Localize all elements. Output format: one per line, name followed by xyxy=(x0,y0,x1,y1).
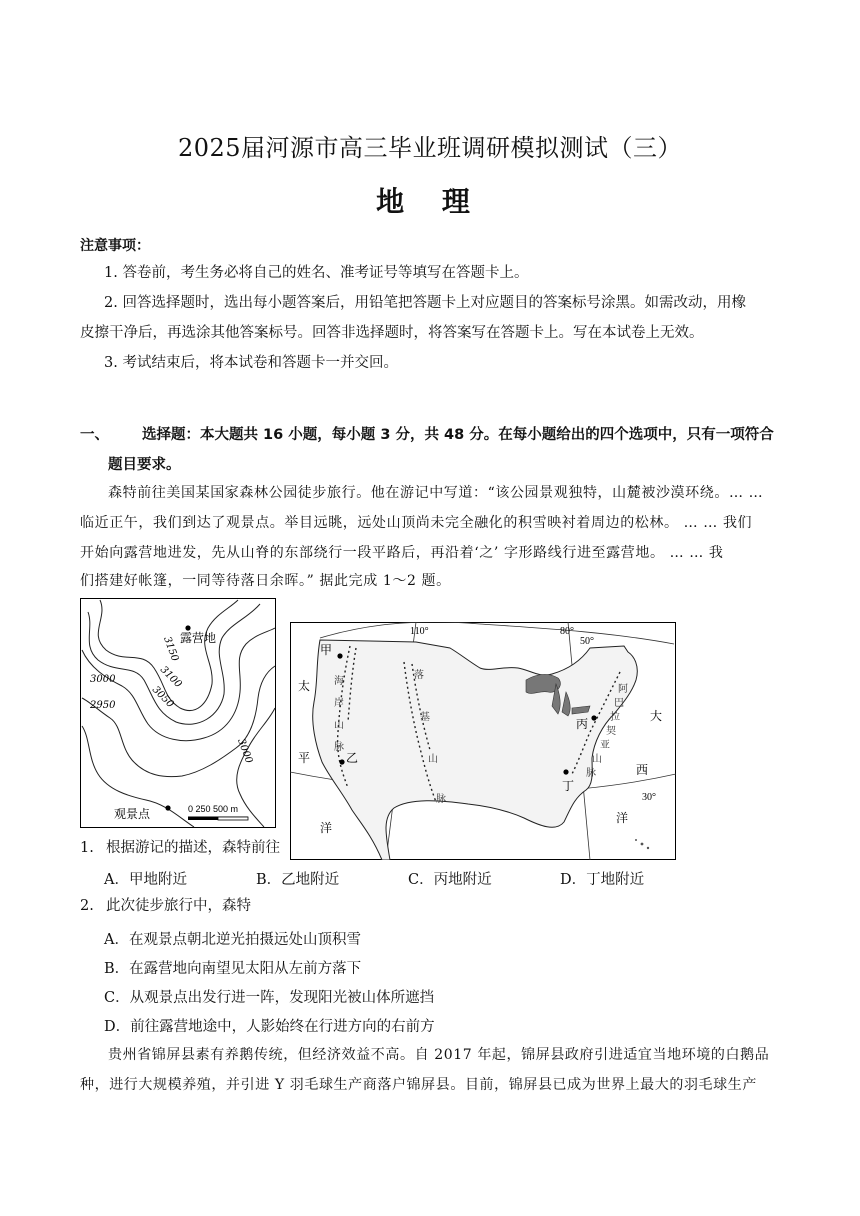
q2-option-d: D．前往露营地途中，人影始终在行进方向的右前方 xyxy=(104,1019,435,1035)
notice-item-2: 2. 回答选择题时，选出每小题答案后，用铅笔把答题卡上对应题目的答案标号涂黑。如需改动，用橡 xyxy=(104,295,746,311)
section-heading xyxy=(80,420,785,480)
q1-option-d: D．丁地附近 xyxy=(560,872,645,888)
question-1-number: 1. xyxy=(80,840,94,856)
lat-50-label: 50° xyxy=(580,636,594,647)
passage-1-line-4: 们搭建好帐篷，一同等待落日余晖。” 据此完成 1～2 题。 xyxy=(80,573,451,589)
contour-map xyxy=(80,598,276,828)
section-number: 一、 xyxy=(80,427,109,443)
coast-range-2: 岸 xyxy=(334,698,344,709)
contour-3000-a: 3000 xyxy=(90,674,116,685)
appalachian-5: 亚 xyxy=(600,740,610,751)
appalachian-3: 拉 xyxy=(610,712,620,723)
label-ding: 丁 xyxy=(562,779,575,793)
contour-2950: 2950 xyxy=(90,700,116,711)
passage-1-line-3: 开始向露营地进发，先从山脊的东部绕行一段平路后，再沿着‘之’ 字形路线行进至露营地。 … … 我 xyxy=(80,545,724,561)
contour-3000-b: 3000 xyxy=(235,737,255,765)
appalachian-4: 契 xyxy=(606,726,616,737)
lon-110-label: 110° xyxy=(410,626,429,637)
exam-title: 2025届河源市高三毕业班调研模拟测试（三） xyxy=(177,134,683,162)
notice-item-2-cont: 皮擦干净后，再选涂其他答案标号。回答非选择题时，将答案写在答题卡上。写在本试卷上无效。 xyxy=(80,325,704,341)
question-1 xyxy=(80,834,280,862)
q1-option-a: A．甲地附近 xyxy=(104,872,187,888)
passage-1-line-1: 森特前往美国某国家森林公园徒步旅行。他在游记中写道：“该公园景观独特，山麓被沙漠环绕。… … xyxy=(108,485,764,501)
contour-3100: 3100 xyxy=(157,664,184,691)
question-2 xyxy=(80,892,251,920)
appalachian-7: 脉 xyxy=(586,768,596,779)
question-1-options xyxy=(104,868,712,889)
q1-option-c: C．丙地附近 xyxy=(408,872,492,888)
passage-2-line-2: 种，进行大规模养殖，并引进 Y 羽毛球生产商落户锦屏县。目前，锦屏县已成为世界上最大的羽毛球生产 xyxy=(80,1077,757,1093)
rocky-3: 山 xyxy=(428,754,438,765)
us-map xyxy=(290,622,676,860)
label-bing: 丙 xyxy=(576,717,589,731)
scale-label: 0 250 500 m xyxy=(188,804,239,814)
coast-range-3: 山 xyxy=(334,720,344,731)
contour-3150: 3150 xyxy=(161,635,181,663)
appalachian-1: 阿 xyxy=(618,684,628,695)
ocean-da: 大 xyxy=(650,709,663,723)
coast-range-1: 海 xyxy=(334,676,344,687)
passage-2-line-1: 贵州省锦屏县素有养鹅传统，但经济效益不高。自 2017 年起，锦屏县政府引进适宜当地环境的白鹅品 xyxy=(108,1047,770,1063)
q2-option-a: A．在观景点朝北逆光拍摄远处山顶积雪 xyxy=(104,932,361,948)
subject-title: 地 理 xyxy=(376,185,484,218)
q2-option-c: C．从观景点出发行进一阵，发现阳光被山体所遮挡 xyxy=(104,990,435,1006)
ocean-xi: 西 xyxy=(636,763,649,777)
appalachian-2: 巴 xyxy=(614,698,624,709)
camp-label: 露营地 xyxy=(180,631,217,645)
question-2-stem: 此次徒步旅行中，森特 xyxy=(106,898,251,914)
viewpoint-label: 观景点 xyxy=(114,807,151,821)
lon-80-label: 80° xyxy=(560,626,574,637)
ocean-yang-e: 洋 xyxy=(616,811,629,825)
appalachian-6: 山 xyxy=(592,754,602,765)
passage-1-line-2: 临近正午，我们到达了观景点。举目远眺，远处山顶尚未完全融化的积雪映衬着周边的松林。 … … 我们 xyxy=(80,515,753,531)
label-yi: 乙 xyxy=(346,751,359,765)
contour-3050: 3050 xyxy=(149,684,176,711)
q2-option-b: B．在露营地向南望见太阳从左前方落下 xyxy=(104,961,362,977)
section-text-2: 题目要求。 xyxy=(108,457,181,473)
ocean-yang-w: 洋 xyxy=(320,821,333,835)
q1-option-b: B．乙地附近 xyxy=(256,872,340,888)
coast-range-4: 脉 xyxy=(334,742,344,753)
rocky-1: 落 xyxy=(414,670,424,681)
label-jia: 甲 xyxy=(320,643,333,657)
notice-item-1: 1. 答卷前，考生务必将自己的姓名、准考证号等填写在答题卡上。 xyxy=(104,265,529,281)
section-text-1: 选择题：本大题共 16 小题，每小题 3 分，共 48 分。在每小题给出的四个选项中，只有一项符合 xyxy=(142,427,774,443)
question-2-number: 2. xyxy=(80,898,94,914)
question-1-stem: 根据游记的描述，森特前往 xyxy=(106,840,280,856)
notice-heading: 注意事项： xyxy=(80,238,150,254)
ocean-tai: 太 xyxy=(298,679,311,693)
notice-item-3: 3. 考试结束后，将本试卷和答题卡一并交回。 xyxy=(104,355,398,371)
lat-30-label: 30° xyxy=(642,792,656,803)
rocky-2: 基 xyxy=(420,712,430,723)
rocky-4: 脉 xyxy=(436,794,446,805)
ocean-ping: 平 xyxy=(298,751,311,765)
